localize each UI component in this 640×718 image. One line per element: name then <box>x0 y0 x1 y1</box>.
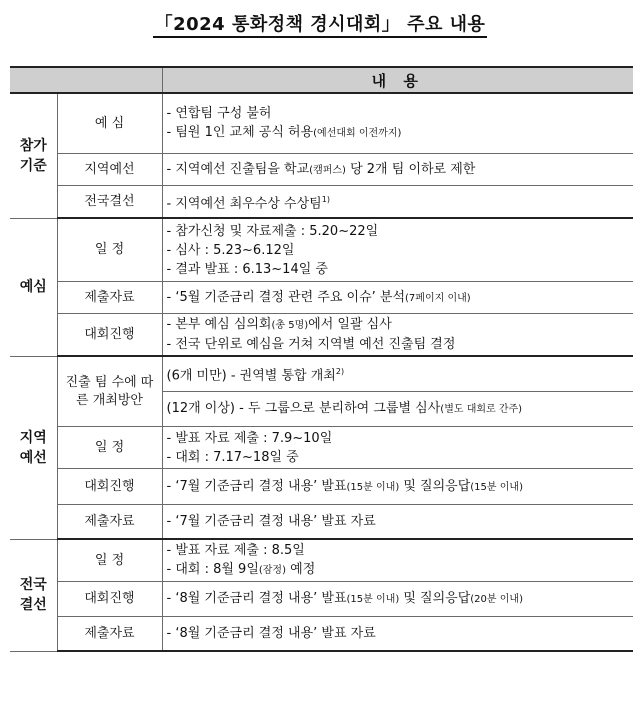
content-line <box>167 288 630 308</box>
table-row <box>10 154 633 186</box>
content-cell <box>162 427 633 469</box>
subcategory-label: 진출 팀 수에 따른 개최방안 <box>65 374 154 408</box>
content-cell <box>162 186 633 219</box>
page-title <box>0 10 640 36</box>
content-line <box>167 560 630 580</box>
subcategory-cell <box>57 427 162 469</box>
content-text: - 대회 : 7.17~18일 중 <box>166 449 299 465</box>
content-cell <box>162 282 633 314</box>
content-cell <box>162 539 633 582</box>
table-row <box>10 582 633 617</box>
category-cell <box>10 539 57 651</box>
subcategory-cell <box>57 93 162 154</box>
subcategory-label: 대회진행 <box>84 478 135 494</box>
note-text: (15분 이내) <box>346 481 400 493</box>
content-cell <box>162 93 633 154</box>
table-row <box>10 617 633 652</box>
subcategory-cell <box>57 282 162 314</box>
content-text: - 대회 : 8월 9일 <box>166 562 259 577</box>
content-text: - 지역예선 최우수상 수상팀 <box>166 196 322 212</box>
header-content-cell: 내 용 <box>162 67 633 93</box>
content-text: 및 질의응답 <box>399 591 471 606</box>
content-text: - 지역예선 진출팀을 학교 <box>166 161 310 177</box>
content-cell <box>162 356 633 392</box>
subcategory-label: 대회진행 <box>84 326 135 342</box>
table-header-row <box>10 67 633 93</box>
content-text: 및 질의응답 <box>399 478 471 494</box>
content-cell <box>162 617 633 652</box>
table-row <box>10 539 633 582</box>
subcategory-label: 일 정 <box>94 242 125 257</box>
subcategory-label: 예 심 <box>94 115 125 131</box>
content-line <box>167 399 630 419</box>
subcategory-label: 제출자료 <box>84 513 135 529</box>
content-cell <box>162 392 633 427</box>
content-text: - ‘5월 기준금리 결정 관련 주요 이슈’ 분석 <box>166 289 406 305</box>
content-cell <box>162 505 633 540</box>
subcategory-label: 일 정 <box>94 552 125 568</box>
table-row <box>10 186 633 219</box>
content-line <box>167 362 630 385</box>
content-line <box>167 315 630 335</box>
table-row <box>10 469 633 505</box>
footnote-marker: 1) <box>321 194 330 204</box>
content-cell <box>162 582 633 617</box>
note-text: (20분 이내) <box>470 594 523 605</box>
table-row <box>10 218 633 282</box>
table-body <box>10 93 633 651</box>
table-row <box>10 427 633 469</box>
content-line <box>167 260 630 279</box>
content-text: 당 2개 팀 이하로 제한 <box>345 161 476 177</box>
note-text: (잠정) <box>258 565 286 576</box>
subcategory-cell <box>57 582 162 617</box>
note-text: (캠퍼스) <box>309 164 346 176</box>
content-line <box>167 335 630 354</box>
note-text: (7페이지 이내) <box>405 292 471 304</box>
content-line <box>167 477 630 497</box>
subcategory-cell <box>57 218 162 282</box>
subcategory-cell <box>57 469 162 505</box>
subcategory-cell <box>57 186 162 219</box>
content-text: - 팀원 1인 교체 공식 허용 <box>166 125 314 140</box>
subcategory-cell <box>57 539 162 582</box>
category-cell <box>10 356 57 539</box>
page-title-text: 「2024 통화정책 경시대회」 주요 내용 <box>153 14 488 38</box>
content-cell <box>162 314 633 357</box>
subcategory-label: 제출자료 <box>84 289 135 305</box>
content-text: (12개 이상) - 두 그룹으로 분리하여 그룹별 심사 <box>166 401 441 416</box>
content-line <box>167 190 630 213</box>
content-text: (6개 미만) - 권역별 통합 개최 <box>166 368 336 384</box>
footnote-marker: 2) <box>335 367 345 377</box>
category-label: 기준 <box>19 157 47 174</box>
content-text: - 참가신청 및 자료제출 : 5.20~22일 <box>166 223 379 239</box>
note-text: (별도 대회로 간주) <box>440 404 523 415</box>
category-label: 결선 <box>19 597 47 613</box>
subcategory-cell <box>57 154 162 186</box>
subcategory-cell <box>57 617 162 652</box>
category-label: 지역 <box>19 429 47 446</box>
content-text: 에서 일괄 심사 <box>308 317 392 332</box>
content-cell <box>162 469 633 505</box>
content-line <box>167 448 630 467</box>
content-line <box>167 624 630 643</box>
content-text: - 본부 예심 심의회 <box>166 317 272 332</box>
content-line <box>167 123 630 143</box>
header-blank-cell <box>10 67 162 93</box>
subcategory-label: 일 정 <box>94 439 125 455</box>
content-text: - ‘7월 기준금리 결정 내용’ 발표 <box>166 478 347 494</box>
content-line <box>167 429 630 448</box>
table-row <box>10 505 633 540</box>
content-text: - ‘7월 기준금리 결정 내용’ 발표 자료 <box>166 514 376 529</box>
subcategory-label: 전국결선 <box>84 193 135 209</box>
subcategory-label: 제출자료 <box>84 625 135 641</box>
note-text: (15분 이내) <box>470 481 523 493</box>
content-line <box>167 241 630 260</box>
note-text: (총 5명) <box>271 320 309 331</box>
table-row <box>10 356 633 392</box>
note-text: (예선대회 이전까지) <box>313 128 402 139</box>
content-text: - 심사 : 5.23~6.12일 <box>166 242 295 258</box>
content-line <box>167 104 630 123</box>
content-text: - 연합팀 구성 불허 <box>166 106 272 121</box>
content-text: - 발표 자료 제출 : 8.5일 <box>166 543 305 558</box>
table-row <box>10 282 633 314</box>
category-label: 전국 <box>19 577 47 593</box>
content-line <box>167 512 630 531</box>
content-text: - ‘8월 기준금리 결정 내용’ 발표 <box>166 591 347 606</box>
contest-summary-table <box>10 66 633 652</box>
subcategory-label: 지역예선 <box>84 161 135 177</box>
category-cell <box>10 218 57 356</box>
content-text: - 결과 발표 : 6.13~14일 중 <box>166 261 328 277</box>
content-text: - ‘8월 기준금리 결정 내용’ 발표 자료 <box>166 626 376 641</box>
subcategory-cell <box>57 356 162 427</box>
category-label: 예선 <box>19 449 47 466</box>
category-cell <box>10 93 57 218</box>
content-text: - 전국 단위로 예심을 거쳐 지역별 예선 진출팀 결정 <box>166 337 456 352</box>
note-text: (15분 이내) <box>346 594 400 605</box>
category-label: 예심 <box>19 279 47 295</box>
table-row <box>10 93 633 154</box>
content-line <box>167 589 630 609</box>
subcategory-cell <box>57 505 162 540</box>
content-text: 예정 <box>286 562 316 577</box>
content-text: - 발표 자료 제출 : 7.9~10일 <box>166 430 333 446</box>
category-label: 참가 <box>19 137 47 154</box>
content-line <box>167 541 630 560</box>
content-cell <box>162 154 633 186</box>
table-row <box>10 314 633 357</box>
subcategory-cell <box>57 314 162 357</box>
subcategory-label: 대회진행 <box>84 591 135 606</box>
content-line <box>167 160 630 180</box>
content-cell <box>162 218 633 282</box>
content-line <box>167 222 630 241</box>
